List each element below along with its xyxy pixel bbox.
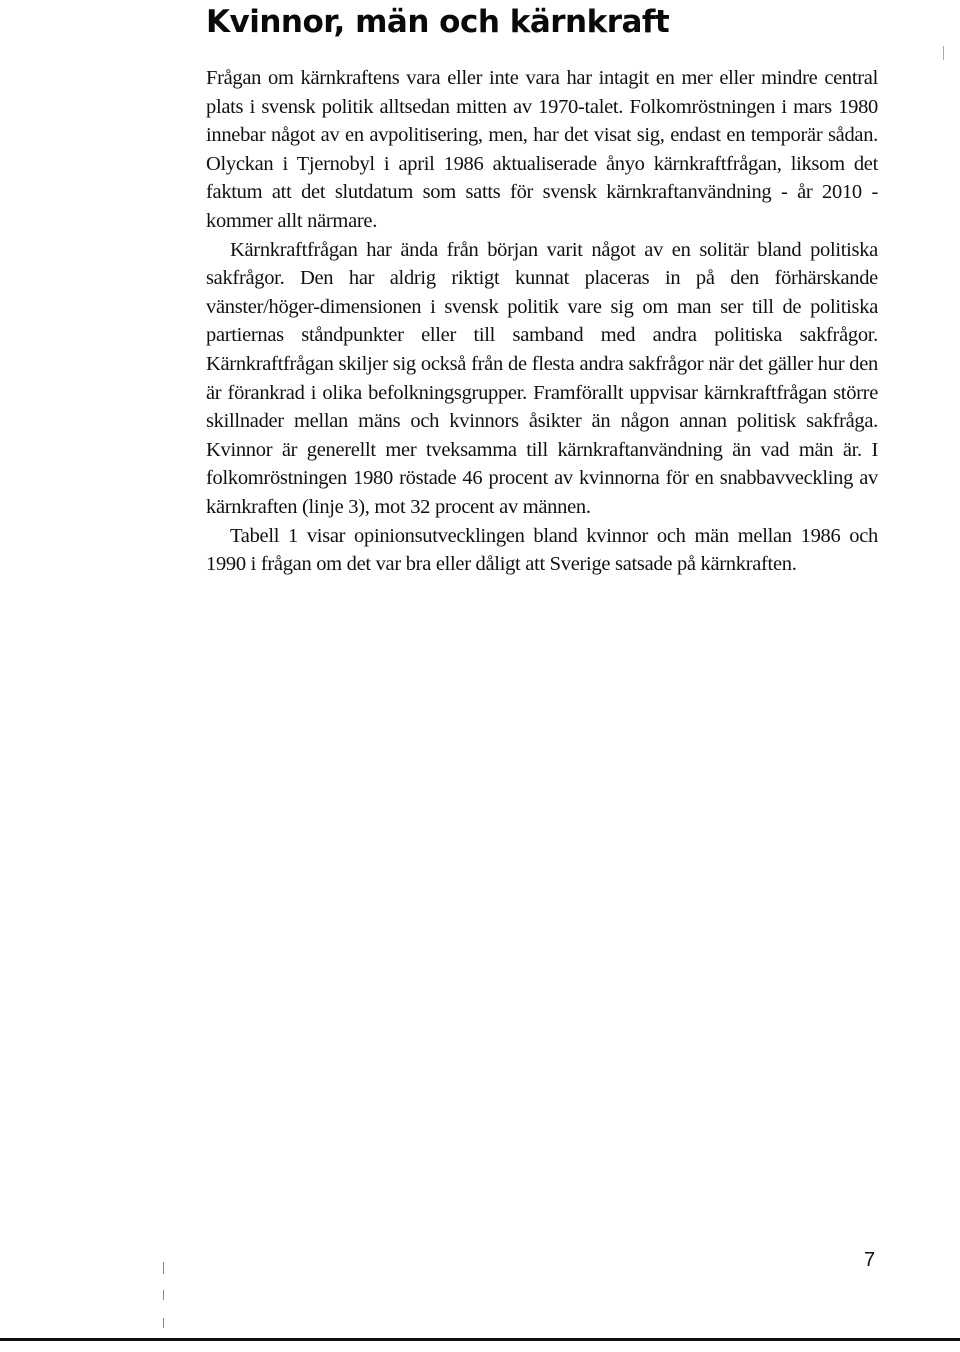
margin-tick-2 [163,1290,164,1300]
body-text [206,64,878,579]
margin-tick-1 [163,1262,164,1274]
paragraph-1: Frågan om kärnkraftens vara eller inte vara har intagit en mer eller mindre central plats i svensk politik alltsedan mitten av 1970-talet. Folkomröstningen i mars 1980 innebar något av en avpolitisering, men, har det visat sig, endast en temporär sådan. Olyckan i Tjernobyl i april 1986 aktualiserade ånyo kärnkraftfrågan, liksom det faktum att det slutdatum som satts för svensk kärnkraftanvändning - år 2010 - kommer allt närmare. [206,67,878,232]
paragraph-3: Tabell 1 visar opinionsutvecklingen bland kvinnor och män mellan 1986 och 1990 i frågan om det var bra eller dåligt att Sverige satsade på kärnkraften. [206,524,878,576]
bottom-rule [0,1338,960,1341]
page-heading: Kvinnor, män och kärnkraft [206,4,670,40]
scan-edge-mark [943,46,944,60]
margin-tick-3 [163,1318,164,1328]
page-number: 7 [864,1249,876,1271]
paragraph-2: Kärnkraftfrågan har ända från början varit något av en solitär bland politiska sakfrågor. Den har aldrig riktigt kunnat placeras in på den förhärskande vänster/höger-dimensionen i svensk politik vare sig om man ser till de politiska partiernas ståndpunkter eller till samband med andra politiska sakfrågor. Kärnkraftfrågan skiljer sig också från de flesta andra sakfrågor när det gäller hur den är förankrad i olika befolkningsgrupper. Framförallt uppvisar kärnkraftfrågan större skillnader mellan mäns och kvinnors åsikter än någon annan politisk sakfråga. Kvinnor är generellt mer tveksamma till kärnkraftanvändning än vad män är. I folkomröstningen 1980 röstade 46 procent av kvinnorna för en snabbavveckling av kärnkraften (linje 3), mot 32 procent av männen. [206,238,878,518]
